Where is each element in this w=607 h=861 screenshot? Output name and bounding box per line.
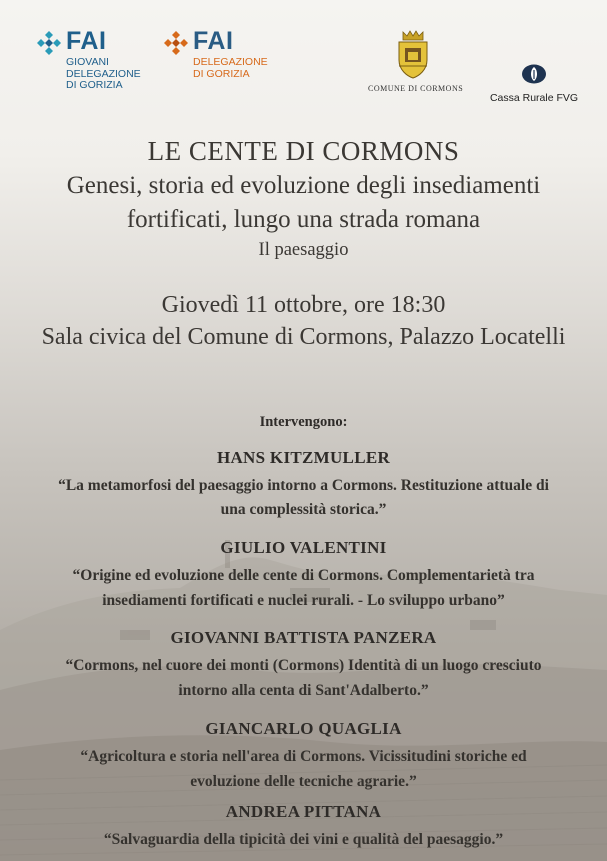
talk-title-line: “Cormons, nel cuore dei monti (Cormons) Identità di un luogo cresciuto	[65, 657, 542, 674]
talk-title-line: “Agricoltura e storia nell'area di Cormons. Vicissitudini storiche ed	[80, 748, 527, 765]
comune-label: COMUNE DI CORMONS	[368, 84, 464, 93]
event-venue: Sala civica del Comune di Cormons, Palazzo Locatelli	[41, 324, 566, 350]
talk-title-line: “La metamorfosi del paesaggio intorno a Cormons. Restituzione attuale di	[58, 477, 549, 494]
speaker-name: HANS KITZMULLER	[216, 448, 391, 467]
fai-delegazione-logo	[163, 27, 268, 80]
cassa-rurale-logo	[484, 64, 584, 104]
event-subtitle-line2: fortificati, lungo una strada romana	[126, 206, 481, 233]
fai-delegazione-subtitle: DELEGAZIONE DI GORIZIA	[193, 56, 268, 80]
event-date: Giovedì 11 ottobre, ore 18:30	[161, 292, 446, 318]
speaker-name: GIULIO VALENTINI	[220, 538, 387, 557]
speakers-heading: Intervengono:	[259, 414, 348, 430]
talk-title-line: “Origine ed evoluzione delle cente di Cormons. Complementarietà tra	[72, 567, 535, 584]
speaker-name: ANDREA PITTANA	[225, 802, 382, 821]
fai-delegazione-word: FAI	[193, 27, 234, 55]
speaker-name: GIOVANNI BATTISTA PANZERA	[170, 628, 437, 647]
logo-bar	[0, 0, 607, 110]
event-theme: Il paesaggio	[258, 240, 349, 260]
crest-icon	[395, 30, 431, 80]
talk-title-line: “Salvaguardia della tipicità dei vini e qualità del paesaggio.”	[103, 831, 504, 848]
talk-title-line: evoluzione delle tecniche agrarie.”	[190, 773, 417, 790]
talk-title-line: una complessità storica.”	[220, 501, 387, 518]
talk-title-line: insediamenti fortificati e nuclei rurali. - Lo sviluppo urbano”	[102, 592, 505, 609]
talk-title-line: intorno alla centa di Sant'Adalberto.”	[178, 682, 429, 699]
comune-di-cormons-logo	[368, 30, 464, 93]
event-title: LE CENTE DI CORMONS	[147, 136, 460, 166]
speaker-name: GIANCARLO QUAGLIA	[205, 719, 402, 738]
cassa-label: Cassa Rurale FVG	[489, 92, 579, 104]
event-subtitle-line1: Genesi, storia ed evoluzione degli insediamenti	[66, 172, 541, 199]
fai-mark-icon	[163, 30, 189, 56]
fai-giovani-logo	[36, 27, 141, 91]
fai-giovani-word: FAI	[66, 27, 107, 55]
fai-mark-icon	[36, 30, 62, 56]
cassa-rurale-icon	[521, 64, 547, 84]
fai-giovani-subtitle: GIOVANI DELEGAZIONE DI GORIZIA	[66, 56, 141, 91]
